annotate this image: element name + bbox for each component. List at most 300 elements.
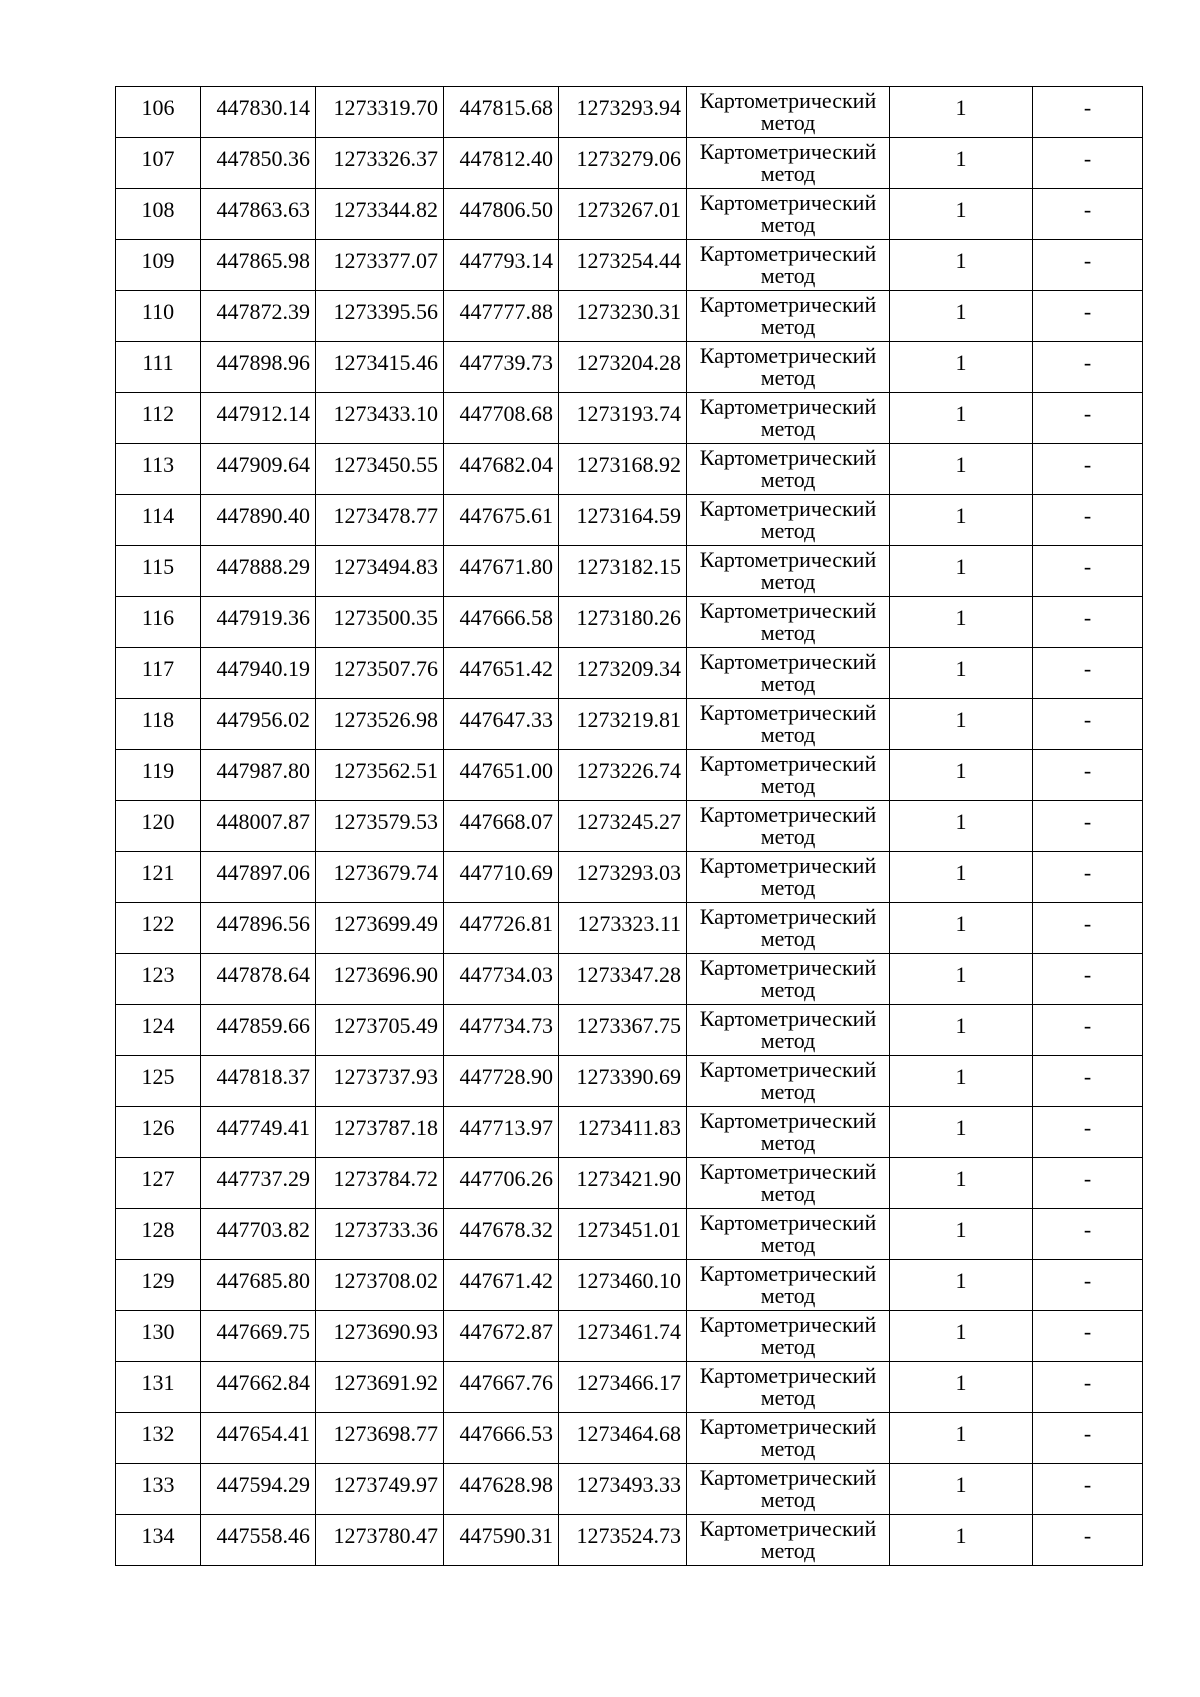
method-cell [687, 648, 890, 699]
x-existing-value: 447685.80 [216, 1268, 310, 1293]
method-line-1: Картометрический [699, 547, 877, 572]
note-value: - [1083, 1064, 1092, 1089]
y-new-value: 1273230.31 [576, 299, 681, 324]
y-existing-cell [316, 546, 444, 597]
y-new-value: 1273460.10 [576, 1268, 681, 1293]
point-number-cell [116, 1107, 201, 1158]
y-existing-cell [316, 903, 444, 954]
y-existing-value: 1273433.10 [333, 401, 438, 426]
accuracy-cell [890, 903, 1033, 954]
x-new-cell [444, 546, 559, 597]
x-new-cell [444, 444, 559, 495]
y-existing-cell [316, 1260, 444, 1311]
point-number-cell [116, 1515, 201, 1566]
y-existing-cell [316, 852, 444, 903]
note-value: - [1083, 1115, 1092, 1140]
y-new-value: 1273219.81 [576, 707, 681, 732]
table-row [116, 1056, 1143, 1107]
y-new-cell [559, 444, 687, 495]
method-line-1: Картометрический [699, 1516, 877, 1541]
accuracy-cell [890, 1515, 1033, 1566]
point-number-cell [116, 1260, 201, 1311]
x-existing-cell [201, 444, 316, 495]
method-cell [687, 1158, 890, 1209]
x-existing-cell [201, 87, 316, 138]
x-new-cell [444, 1056, 559, 1107]
accuracy-cell [890, 1005, 1033, 1056]
y-new-cell [559, 648, 687, 699]
x-existing-cell [201, 1005, 316, 1056]
x-new-value: 447815.68 [459, 95, 553, 120]
method-line-2: метод [760, 467, 816, 492]
x-existing-value: 447896.56 [216, 911, 310, 936]
method-line-2: метод [760, 1079, 816, 1104]
method-line-1: Картометрический [699, 1465, 877, 1490]
y-new-cell [559, 903, 687, 954]
y-new-cell [559, 189, 687, 240]
note-cell [1033, 1311, 1143, 1362]
point-number-cell [116, 1209, 201, 1260]
y-new-cell [559, 1413, 687, 1464]
accuracy-cell [890, 240, 1033, 291]
note-value: - [1083, 197, 1092, 222]
point-number: 125 [141, 1064, 175, 1089]
y-new-value: 1273168.92 [576, 452, 681, 477]
y-new-value: 1273226.74 [576, 758, 681, 783]
x-new-cell [444, 648, 559, 699]
accuracy-value: 1 [955, 452, 967, 477]
point-number: 117 [141, 656, 175, 681]
x-existing-cell [201, 801, 316, 852]
point-number-cell [116, 189, 201, 240]
method-line-1: Картометрический [699, 904, 877, 929]
method-line-2: метод [760, 1181, 816, 1206]
table-row [116, 903, 1143, 954]
method-cell [687, 1056, 890, 1107]
point-number-cell [116, 393, 201, 444]
method-cell [687, 291, 890, 342]
method-line-2: метод [760, 1436, 816, 1461]
accuracy-cell [890, 342, 1033, 393]
y-existing-cell [316, 1464, 444, 1515]
x-new-cell [444, 699, 559, 750]
method-cell [687, 852, 890, 903]
y-new-value: 1273464.68 [576, 1421, 681, 1446]
x-existing-value: 447890.40 [216, 503, 310, 528]
method-line-2: метод [760, 263, 816, 288]
y-existing-cell [316, 1107, 444, 1158]
method-line-2: метод [760, 1283, 816, 1308]
x-existing-cell [201, 1260, 316, 1311]
point-number: 106 [141, 95, 175, 120]
method-line-2: метод [760, 1028, 816, 1053]
note-cell [1033, 1362, 1143, 1413]
y-new-value: 1273461.74 [576, 1319, 681, 1344]
note-value: - [1083, 350, 1092, 375]
x-existing-value: 447662.84 [216, 1370, 310, 1395]
y-existing-value: 1273705.49 [333, 1013, 438, 1038]
note-value: - [1083, 95, 1092, 120]
x-existing-value: 447863.63 [216, 197, 310, 222]
table-row [116, 1005, 1143, 1056]
accuracy-cell [890, 1209, 1033, 1260]
y-existing-cell [316, 750, 444, 801]
table-row [116, 1311, 1143, 1362]
x-new-cell [444, 342, 559, 393]
x-existing-value: 447558.46 [216, 1523, 310, 1548]
method-cell [687, 1413, 890, 1464]
point-number: 112 [141, 401, 175, 426]
accuracy-cell [890, 291, 1033, 342]
x-new-value: 447651.42 [459, 656, 553, 681]
x-existing-value: 447940.19 [216, 656, 310, 681]
x-existing-cell [201, 189, 316, 240]
x-new-value: 447734.03 [459, 962, 553, 987]
x-new-value: 447678.32 [459, 1217, 553, 1242]
y-new-cell [559, 495, 687, 546]
y-new-cell [559, 393, 687, 444]
point-number: 110 [141, 299, 175, 324]
point-number-cell [116, 87, 201, 138]
y-new-value: 1273367.75 [576, 1013, 681, 1038]
y-existing-value: 1273699.49 [333, 911, 438, 936]
point-number: 118 [141, 707, 175, 732]
method-line-1: Картометрический [699, 1261, 877, 1286]
method-cell [687, 954, 890, 1005]
accuracy-value: 1 [955, 248, 967, 273]
y-new-value: 1273347.28 [576, 962, 681, 987]
note-cell [1033, 1260, 1143, 1311]
point-number: 123 [141, 962, 175, 987]
x-new-cell [444, 903, 559, 954]
accuracy-cell [890, 597, 1033, 648]
y-new-cell [559, 1056, 687, 1107]
y-new-cell [559, 1005, 687, 1056]
method-line-2: метод [760, 824, 816, 849]
accuracy-value: 1 [955, 605, 967, 630]
method-line-2: метод [760, 1538, 816, 1563]
method-line-2: метод [760, 212, 816, 237]
x-existing-value: 447830.14 [216, 95, 310, 120]
y-existing-value: 1273708.02 [333, 1268, 438, 1293]
method-line-2: метод [760, 875, 816, 900]
method-line-1: Картометрический [699, 700, 877, 725]
method-line-1: Картометрический [699, 649, 877, 674]
method-line-2: метод [760, 365, 816, 390]
y-new-value: 1273421.90 [576, 1166, 681, 1191]
note-value: - [1083, 911, 1092, 936]
x-existing-cell [201, 1107, 316, 1158]
table-row [116, 138, 1143, 189]
x-existing-value: 447909.64 [216, 452, 310, 477]
accuracy-cell [890, 699, 1033, 750]
point-number-cell [116, 138, 201, 189]
x-existing-cell [201, 393, 316, 444]
table-row [116, 87, 1143, 138]
point-number-cell [116, 648, 201, 699]
x-new-cell [444, 87, 559, 138]
y-new-value: 1273245.27 [576, 809, 681, 834]
x-new-value: 447628.98 [459, 1472, 553, 1497]
table-row [116, 342, 1143, 393]
method-line-2: метод [760, 569, 816, 594]
point-number: 131 [141, 1370, 175, 1395]
x-new-cell [444, 138, 559, 189]
method-cell [687, 342, 890, 393]
accuracy-cell [890, 189, 1033, 240]
note-value: - [1083, 554, 1092, 579]
y-new-cell [559, 801, 687, 852]
x-existing-cell [201, 1362, 316, 1413]
y-new-value: 1273411.83 [577, 1115, 681, 1140]
accuracy-cell [890, 546, 1033, 597]
note-cell [1033, 444, 1143, 495]
y-existing-value: 1273450.55 [333, 452, 438, 477]
y-existing-value: 1273319.70 [333, 95, 438, 120]
table-row [116, 1464, 1143, 1515]
point-number-cell [116, 903, 201, 954]
x-existing-cell [201, 1056, 316, 1107]
y-existing-cell [316, 954, 444, 1005]
note-cell [1033, 87, 1143, 138]
note-cell [1033, 291, 1143, 342]
x-new-value: 447734.73 [459, 1013, 553, 1038]
table-row [116, 1413, 1143, 1464]
accuracy-value: 1 [955, 401, 967, 426]
method-line-2: метод [760, 977, 816, 1002]
x-existing-value: 447912.14 [216, 401, 310, 426]
x-existing-cell [201, 546, 316, 597]
x-new-cell [444, 1464, 559, 1515]
y-existing-cell [316, 801, 444, 852]
note-cell [1033, 1209, 1143, 1260]
y-new-value: 1273390.69 [576, 1064, 681, 1089]
x-existing-cell [201, 495, 316, 546]
point-number: 130 [141, 1319, 175, 1344]
accuracy-cell [890, 1362, 1033, 1413]
x-existing-value: 447872.39 [216, 299, 310, 324]
note-value: - [1083, 962, 1092, 987]
y-existing-cell [316, 1311, 444, 1362]
x-new-cell [444, 495, 559, 546]
y-new-cell [559, 1464, 687, 1515]
coordinates-table [115, 86, 1143, 1566]
note-cell [1033, 1107, 1143, 1158]
method-line-2: метод [760, 620, 816, 645]
note-value: - [1083, 809, 1092, 834]
x-new-value: 447671.80 [459, 554, 553, 579]
note-value: - [1083, 1268, 1092, 1293]
point-number: 119 [141, 758, 175, 783]
x-new-value: 447812.40 [459, 146, 553, 171]
accuracy-value: 1 [955, 197, 967, 222]
x-new-value: 447793.14 [459, 248, 553, 273]
x-new-value: 447806.50 [459, 197, 553, 222]
point-number-cell [116, 291, 201, 342]
point-number: 122 [141, 911, 175, 936]
method-cell [687, 1209, 890, 1260]
y-new-cell [559, 852, 687, 903]
y-new-cell [559, 750, 687, 801]
x-existing-cell [201, 1413, 316, 1464]
y-new-cell [559, 1311, 687, 1362]
note-value: - [1083, 299, 1092, 324]
x-new-cell [444, 393, 559, 444]
accuracy-value: 1 [955, 1064, 967, 1089]
x-existing-value: 447737.29 [216, 1166, 310, 1191]
x-new-value: 447667.76 [459, 1370, 553, 1395]
method-line-2: метод [760, 110, 816, 135]
note-cell [1033, 903, 1143, 954]
point-number-cell [116, 852, 201, 903]
x-existing-value: 447865.98 [216, 248, 310, 273]
x-existing-value: 447956.02 [216, 707, 310, 732]
method-line-1: Картометрический [699, 598, 877, 623]
y-new-value: 1273279.06 [576, 146, 681, 171]
accuracy-value: 1 [955, 1166, 967, 1191]
method-line-1: Картометрический [699, 394, 877, 419]
accuracy-value: 1 [955, 1013, 967, 1038]
x-existing-value: 447859.66 [216, 1013, 310, 1038]
note-value: - [1083, 401, 1092, 426]
accuracy-cell [890, 138, 1033, 189]
x-existing-cell [201, 903, 316, 954]
point-number: 128 [141, 1217, 175, 1242]
point-number: 120 [141, 809, 175, 834]
point-number: 124 [141, 1013, 175, 1038]
method-cell [687, 1362, 890, 1413]
note-cell [1033, 138, 1143, 189]
x-new-value: 447672.87 [459, 1319, 553, 1344]
table-row [116, 393, 1143, 444]
y-existing-cell [316, 1056, 444, 1107]
note-cell [1033, 699, 1143, 750]
note-cell [1033, 189, 1143, 240]
x-existing-cell [201, 597, 316, 648]
x-existing-value: 447888.29 [216, 554, 310, 579]
x-existing-cell [201, 648, 316, 699]
y-new-value: 1273180.26 [576, 605, 681, 630]
point-number: 107 [141, 146, 175, 171]
y-existing-value: 1273326.37 [333, 146, 438, 171]
y-existing-cell [316, 240, 444, 291]
method-line-1: Картометрический [699, 1312, 877, 1337]
accuracy-value: 1 [955, 809, 967, 834]
x-new-cell [444, 1413, 559, 1464]
y-existing-cell [316, 393, 444, 444]
note-value: - [1083, 1013, 1092, 1038]
x-new-cell [444, 1260, 559, 1311]
method-cell [687, 597, 890, 648]
y-existing-value: 1273787.18 [333, 1115, 438, 1140]
method-line-1: Картометрический [699, 955, 877, 980]
table-row [116, 291, 1143, 342]
x-new-value: 447651.00 [459, 758, 553, 783]
y-existing-cell [316, 597, 444, 648]
method-line-1: Картометрический [699, 1414, 877, 1439]
x-existing-cell [201, 342, 316, 393]
method-cell [687, 1260, 890, 1311]
y-existing-value: 1273579.53 [333, 809, 438, 834]
note-cell [1033, 801, 1143, 852]
point-number: 115 [141, 554, 175, 579]
y-new-cell [559, 1260, 687, 1311]
note-cell [1033, 1005, 1143, 1056]
x-existing-cell [201, 1209, 316, 1260]
method-cell [687, 87, 890, 138]
point-number-cell [116, 342, 201, 393]
note-value: - [1083, 503, 1092, 528]
accuracy-cell [890, 1056, 1033, 1107]
y-existing-value: 1273478.77 [333, 503, 438, 528]
y-existing-cell [316, 189, 444, 240]
x-new-value: 447710.69 [459, 860, 553, 885]
x-existing-cell [201, 1515, 316, 1566]
method-line-1: Картометрический [699, 190, 877, 215]
y-existing-value: 1273494.83 [333, 554, 438, 579]
point-number-cell [116, 1005, 201, 1056]
y-new-cell [559, 1515, 687, 1566]
note-cell [1033, 1413, 1143, 1464]
method-line-1: Картометрический [699, 241, 877, 266]
x-new-value: 447668.07 [459, 809, 553, 834]
y-existing-value: 1273749.97 [333, 1472, 438, 1497]
y-existing-cell [316, 87, 444, 138]
method-cell [687, 1005, 890, 1056]
point-number-cell [116, 1413, 201, 1464]
table-row [116, 750, 1143, 801]
table-row [116, 597, 1143, 648]
x-existing-value: 447654.41 [216, 1421, 310, 1446]
x-existing-cell [201, 138, 316, 189]
table-row [116, 1362, 1143, 1413]
x-new-cell [444, 1107, 559, 1158]
table-row [116, 801, 1143, 852]
y-existing-value: 1273395.56 [333, 299, 438, 324]
x-new-value: 447675.61 [459, 503, 553, 528]
method-cell [687, 138, 890, 189]
y-new-value: 1273209.34 [576, 656, 681, 681]
note-cell [1033, 597, 1143, 648]
method-cell [687, 750, 890, 801]
table-row [116, 1107, 1143, 1158]
method-cell [687, 699, 890, 750]
y-existing-value: 1273526.98 [333, 707, 438, 732]
point-number-cell [116, 1311, 201, 1362]
accuracy-value: 1 [955, 95, 967, 120]
point-number: 114 [141, 503, 175, 528]
method-line-1: Картометрический [699, 496, 877, 521]
note-cell [1033, 1056, 1143, 1107]
point-number-cell [116, 597, 201, 648]
y-existing-cell [316, 699, 444, 750]
y-existing-value: 1273784.72 [333, 1166, 438, 1191]
x-new-value: 447666.58 [459, 605, 553, 630]
y-new-value: 1273204.28 [576, 350, 681, 375]
x-existing-value: 447669.75 [216, 1319, 310, 1344]
note-value: - [1083, 1217, 1092, 1242]
point-number: 126 [141, 1115, 175, 1140]
x-new-value: 447682.04 [459, 452, 553, 477]
x-new-cell [444, 801, 559, 852]
method-cell [687, 1311, 890, 1362]
x-new-value: 447728.90 [459, 1064, 553, 1089]
method-line-2: метод [760, 926, 816, 951]
note-cell [1033, 546, 1143, 597]
y-existing-value: 1273696.90 [333, 962, 438, 987]
accuracy-value: 1 [955, 1268, 967, 1293]
accuracy-value: 1 [955, 962, 967, 987]
